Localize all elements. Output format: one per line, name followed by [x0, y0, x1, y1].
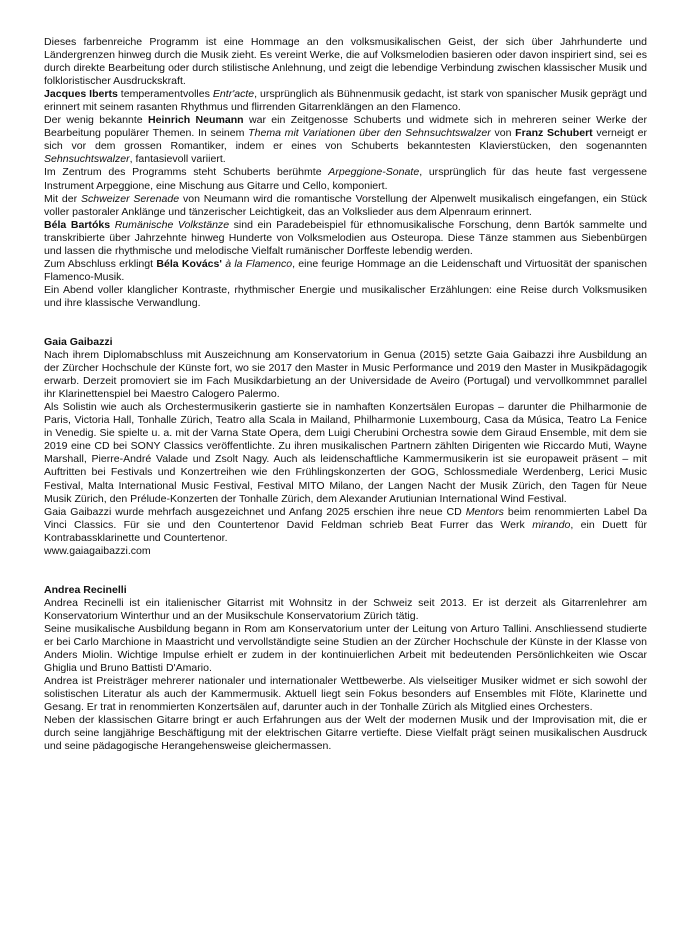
- bio-heading: Andrea Recinelli: [44, 583, 127, 596]
- bio-paragraph: Nach ihrem Diplomabschluss mit Auszeichnung am Konservatorium in Genua (2015) setzte Gaia Gaibazzi ihre Ausbildung an der Zürcher Hochschule der Künste fort, wo sie 2017 den Master in Music Performance und 2019 den Master in Musikpädagogik erwarb. Derzeit promoviert sie im Fach Musikdarbietung an der Universidade de Aveiro (Portugal) und vervollkommnet parallel ihr Klarinettenspiel bei Maestro Calogero Palermo.: [44, 349, 647, 401]
- bio-heading: Gaia Gaibazzi: [44, 335, 113, 348]
- program-schubert: Im Zentrum des Programms steht Schuberts berühmte Arpeggione-Sonate, ursprünglich für das heute fast vergessene Instrument Arpeggione, eine Mischung aus Gitarre und Cello, komponiert.: [44, 166, 647, 192]
- work-title: Thema mit Variationen über den Sehnsuchtswalzer: [248, 127, 491, 140]
- work-title: Mentors: [465, 505, 504, 518]
- work-title: mirando: [532, 518, 571, 531]
- program-ibert: Jacques Iberts temperamentvolles Entr'acte, ursprünglich als Bühnenmusik gedacht, ist stark von spanischer Musik geprägt und erinnert mit seinem rasanten Rhythmus und flirrenden Gitarrenklängen an den Flamenco.: [44, 88, 647, 114]
- work-title: Arpeggione-Sonate: [328, 166, 420, 179]
- bio-paragraph: Als Solistin wie auch als Orchestermusikerin gastierte sie in namhaften Konzertsälen Europas – darunter die Philharmonie de Paris, Victoria Hall, Tonhalle Zürich, Teatro alla Scala in Mailand, Philharmonie Luxembourg, Casa da Música, Teatro La Fenice in Venedig. Sie spielte u. a. mit der Varna State Opera, dem Luigi Cherubini Orchestra sowie dem Giraud Ensemble, mit dem sie 2019 eine CD bei SONY Classics veröffentlichte. Zu ihren musikalischen Partnern zählten Dirigenten wie Riccardo Muti, Wayne Marshall, Pierre-André Valade und Zsolt Nagy. Auch als leidenschaftliche Kammermusikerin ist sie europaweit präsent – mit Auftritten bei Festivals und Konzertreihen wie den Frühlingskonzerten der GOG, Schlossmediale Werdenberg, Lerici Music Festival, Malta International Music Festival, Festival MITO Milano, der Langen Nacht der Musik Zürich, den Tagen für Neue Musik Zürich, den Prélude-Konzerten der Tonhalle Zürich, dem Alexander Arutiunian International Wind Festival.: [44, 401, 647, 505]
- composer-name: Jacques Iberts: [44, 88, 118, 101]
- composer-name: Béla Kovács': [156, 257, 222, 270]
- program-neumann: Der wenig bekannte Heinrich Neumann war ein Zeitgenosse Schuberts und widmete sich in mehreren seiner Werke der Bearbeitung populärer Themen. In seinem Thema mit Variationen über den Sehnsuchtswalzer von Franz Schubert verneigt er sich vor dem grossen Romantiker, indem er eines von Schuberts bekanntesten Klavierstücken, den sogenannten Sehnsuchtswalzer, fantasievoll variiert.: [44, 114, 648, 166]
- bio-paragraph: Andrea ist Preisträger mehrerer nationaler und internationaler Wettbewerbe. Als vielseitiger Musiker widmet er sich sowohl der solistischen Literatur als auch der Kammermusik. Aktuell liegt sein Fokus besonders auf Ensembles mit Flöte, Klarinette und Gesang. Er trat in renommierten Konzertsälen auf, darunter auch in der Tonhalle Zürich als Mitglied eines Orchesters.: [44, 675, 647, 714]
- program-serenade: Mit der Schweizer Serenade von Neumann wird die romantische Vorstellung der Alpenwelt musikalisch eingefangen, ein Stück voller pastoraler Anklänge und tänzerischer Leichtigkeit, das an Volkslieder aus dem Alpenraum erinnert.: [44, 192, 647, 218]
- program-intro: Dieses farbenreiche Programm ist eine Hommage an den volksmusikalischen Geist, der sich über Jahrhunderte und Ländergrenzen hinweg durch die Musik zieht. Es vereint Werke, die auf Volksmelodien basieren oder davon inspiriert sind, sei es durch direkte Bearbeitung oder durch stilistische Anlehnung, und zeigt die lebendige Verbindung zwischen klassischer Musik und folkloristischer Ausdruckskraft.: [44, 36, 647, 88]
- bio-paragraph: Neben der klassischen Gitarre bringt er auch Erfahrungen aus der Welt der modernen Musik und der Improvisation mit, die er durch seine langjährige Beschäftigung mit der elektrischen Gitarre vertiefte. Diese Vielfalt prägt seinen musikalischen Ausdruck und seine pädagogische Herangehensweise gleichermassen.: [44, 714, 647, 753]
- composer-name: Franz Schubert: [515, 127, 593, 140]
- bio-paragraph: Seine musikalische Ausbildung begann in Rom am Konservatorium unter der Leitung von Arturo Tallini. Anschliessend studierte er bei Carlo Marchione in Maastricht und vervollständigte seine Studien an der Zürcher Hochschule der Künste in der Klasse von Anders Miolin. Wichtige Impulse erhielt er zudem in der kontinuierlichen Arbeit mit bedeutenden Persönlichkeiten wie Oscar Ghiglia und Bruno Battisti D'Amario.: [44, 622, 647, 675]
- bio-paragraph: Andrea Recinelli ist ein italienischer Gitarrist mit Wohnsitz in der Schweiz seit 2013. Er ist derzeit als Gitarrenlehrer am Konservatorium Winterthur und an der Musikschule Konservatorium Zürich tätig.: [44, 596, 647, 622]
- composer-name: Heinrich Neumann: [148, 114, 244, 127]
- work-title: à la Flamenco: [225, 257, 293, 270]
- work-title: Sehnsuchtswalzer: [44, 153, 130, 166]
- composer-name: Béla Bartóks: [44, 218, 111, 231]
- bio-andrea-recinelli: [44, 584, 647, 754]
- program-closing: Ein Abend voller klanglicher Kontraste, rhythmischer Energie und musikalischer Erzählungen: eine Reise durch Volksmusiken und ihre klassische Verwandlung.: [44, 283, 647, 309]
- work-title: Schweizer Serenade: [80, 192, 180, 205]
- work-title: Rumänische Volkstänze: [114, 218, 230, 231]
- program-kovacs: Zum Abschluss erklingt Béla Kovács' à la Flamenco, eine feurige Hommage an die Leidenschaft und Virtuosität der spanischen Flamenco-Musik.: [44, 257, 647, 283]
- program-notes: [44, 36, 647, 310]
- work-title: Entr'acte: [212, 88, 255, 101]
- bio-gaia-gaibazzi: [44, 336, 647, 558]
- program-bartok: Béla Bartóks Rumänische Volkstänze sind ein Paradebeispiel für ethnomusikalische Forschung, denn Bartók sammelte und transkribierte über Jahrzehnte hinweg Hunderte von Volksmelodien aus Osteuropa. Diese Tänze stammen aus Siebenbürgen und lassen die rhythmische und melodische Vielfalt rumänischer Dorffeste lebendig werden.: [44, 218, 647, 257]
- bio-paragraph: Gaia Gaibazzi wurde mehrfach ausgezeichnet und Anfang 2025 erschien ihre neue CD Mentors beim renommierten Label Da Vinci Classics. Für sie und den Countertenor David Feldman schrieb Beat Furrer das Werk mirando, ein Duett für Kontrabassklarinette und Countertenor.: [44, 505, 648, 544]
- website-link[interactable]: www.gaiagaibazzi.com: [44, 544, 151, 557]
